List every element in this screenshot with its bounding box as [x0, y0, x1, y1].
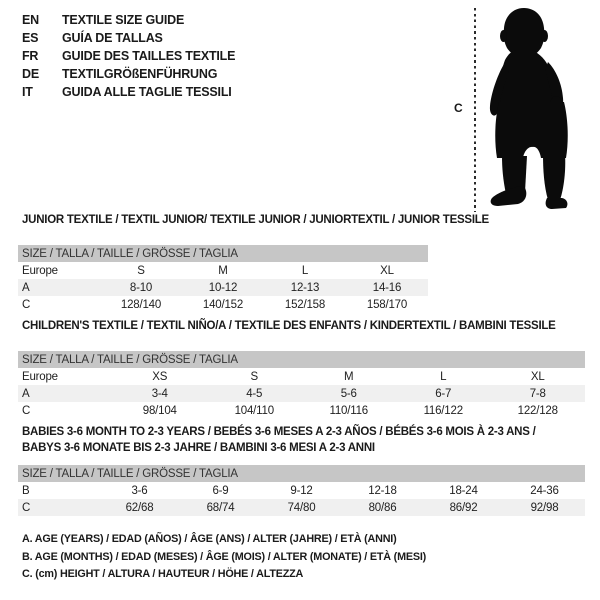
table-row-height [18, 499, 585, 516]
size-header-row [18, 465, 585, 482]
cell: 14-16 [372, 281, 402, 294]
cell: XL [530, 370, 545, 383]
size-header-row [18, 351, 585, 368]
cell: 110/116 [329, 404, 368, 417]
lang-label: GUÍA DE TALLAS [62, 31, 163, 45]
lang-code: FR [22, 49, 39, 63]
junior-section [18, 212, 489, 313]
lang-code: DE [22, 67, 39, 81]
cell: 12-18 [368, 484, 397, 497]
cell: 7-8 [529, 387, 546, 400]
babies-table-title [18, 424, 585, 456]
lang-code: ES [22, 31, 39, 45]
cell: 86/92 [449, 501, 478, 514]
size-header-label: SIZE / TALLA / TAILLE / GRÖSSE / TAGLIA [18, 351, 585, 368]
row-label: C [22, 501, 31, 514]
cell: 116/122 [423, 404, 463, 417]
cell: L [440, 370, 447, 383]
lang-code: EN [22, 13, 39, 27]
cell: XS [152, 370, 168, 383]
row-label: B [22, 484, 30, 497]
babies-section [18, 424, 585, 516]
lang-row-fr [22, 47, 235, 65]
cell: 92/98 [530, 501, 559, 514]
cell: 140/152 [202, 298, 244, 311]
cell: 128/140 [120, 298, 162, 311]
cell: 68/74 [206, 501, 235, 514]
cell: 104/110 [234, 404, 274, 417]
cell: 122/128 [517, 404, 558, 417]
toddler-silhouette-image [488, 6, 598, 212]
note-c: C. (cm) HEIGHT / ALTURA / HAUTEUR / HÖHE / ALTEZZA [22, 568, 304, 580]
babies-title-line-2: BABYS 3-6 MONATE BIS 2-3 JAHRE / BAMBINI 3-6 MESI A 2-3 ANNI [22, 442, 375, 454]
lang-row-de [22, 65, 235, 83]
size-header-label: SIZE / TALLA / TAILLE / GRÖSSE / TAGLIA [18, 245, 428, 262]
cell: 6-7 [435, 387, 452, 400]
row-label: A [22, 387, 30, 400]
size-header-label: SIZE / TALLA / TAILLE / GRÖSSE / TAGLIA [18, 465, 585, 482]
lang-row-en [22, 11, 235, 29]
cell: 3-4 [151, 387, 168, 400]
cell: 4-5 [246, 387, 263, 400]
lang-row-it [22, 83, 235, 101]
lang-label: GUIDA ALLE TAGLIE TESSILI [62, 85, 232, 99]
table-row-height [18, 402, 585, 419]
cell: L [301, 264, 309, 277]
note-b: B. AGE (MONTHS) / EDAD (MESES) / ÂGE (MOIS) / ALTER (MONATE) / ETÀ (MESI) [22, 550, 427, 563]
table-row-age [18, 279, 428, 296]
cell: S [137, 264, 145, 277]
cell: M [344, 370, 354, 383]
children-section [18, 318, 585, 419]
cell: 80/86 [368, 501, 397, 514]
cell: 98/104 [142, 404, 177, 417]
table-row-months [18, 482, 585, 499]
junior-size-table [18, 245, 428, 313]
row-label: C [22, 298, 31, 311]
cell: 3-6 [131, 484, 148, 497]
row-label: Europe [22, 264, 58, 277]
lang-label: TEXTILE SIZE GUIDE [62, 13, 185, 27]
lang-code: IT [22, 85, 33, 99]
cell: M [218, 264, 228, 277]
height-measure-label: C [454, 101, 463, 115]
cell: 74/80 [287, 501, 316, 514]
table-row-height [18, 296, 428, 313]
row-label: A [22, 281, 30, 294]
table-row-europe [18, 262, 428, 279]
cell: 9-12 [290, 484, 313, 497]
footnotes [22, 531, 426, 584]
cell: 18-24 [449, 484, 478, 497]
babies-size-table [18, 465, 585, 516]
table-row-europe [18, 368, 585, 385]
cell: 62/68 [125, 501, 154, 514]
cell: XL [380, 264, 394, 277]
cell: 5-6 [340, 387, 357, 400]
row-label: Europe [22, 370, 58, 383]
cell: 152/158 [284, 298, 326, 311]
lang-label: GUIDE DES TAILLES TEXTILE [62, 49, 236, 63]
children-table-title: CHILDREN'S TEXTILE / TEXTIL NIÑO/A / TEXTILE DES ENFANTS / KINDERTEXTIL / BAMBINI TESSILE [22, 320, 556, 332]
table-row-age [18, 385, 585, 402]
lang-row-es [22, 29, 235, 47]
cell: 8-10 [129, 281, 153, 294]
lang-label: TEXTILGRÖßENFÜHRUNG [62, 67, 218, 81]
junior-table-title: JUNIOR TEXTILE / TEXTIL JUNIOR/ TEXTILE JUNIOR / JUNIORTEXTIL / JUNIOR TESSILE [22, 214, 489, 226]
babies-title-line-1: BABIES 3-6 MONTH TO 2-3 YEARS / BEBÉS 3-6 MESES A 2-3 AÑOS / BÉBÉS 3-6 MOIS À 2-3 ANS / [22, 426, 536, 438]
note-a: A. AGE (YEARS) / EDAD (AÑOS) / ÂGE (ANS) / ALTER (JAHRE) / ETÀ (ANNI) [22, 533, 397, 545]
height-measure-dotted-line [474, 8, 476, 212]
cell: 10-12 [208, 281, 238, 294]
row-label: C [22, 404, 31, 417]
cell: 24-36 [530, 484, 559, 497]
cell: 158/170 [366, 298, 408, 311]
cell: 12-13 [290, 281, 320, 294]
language-legend [22, 11, 235, 101]
cell: 6-9 [212, 484, 229, 497]
cell: S [250, 370, 258, 383]
size-header-row [18, 245, 428, 262]
children-size-table [18, 351, 585, 419]
